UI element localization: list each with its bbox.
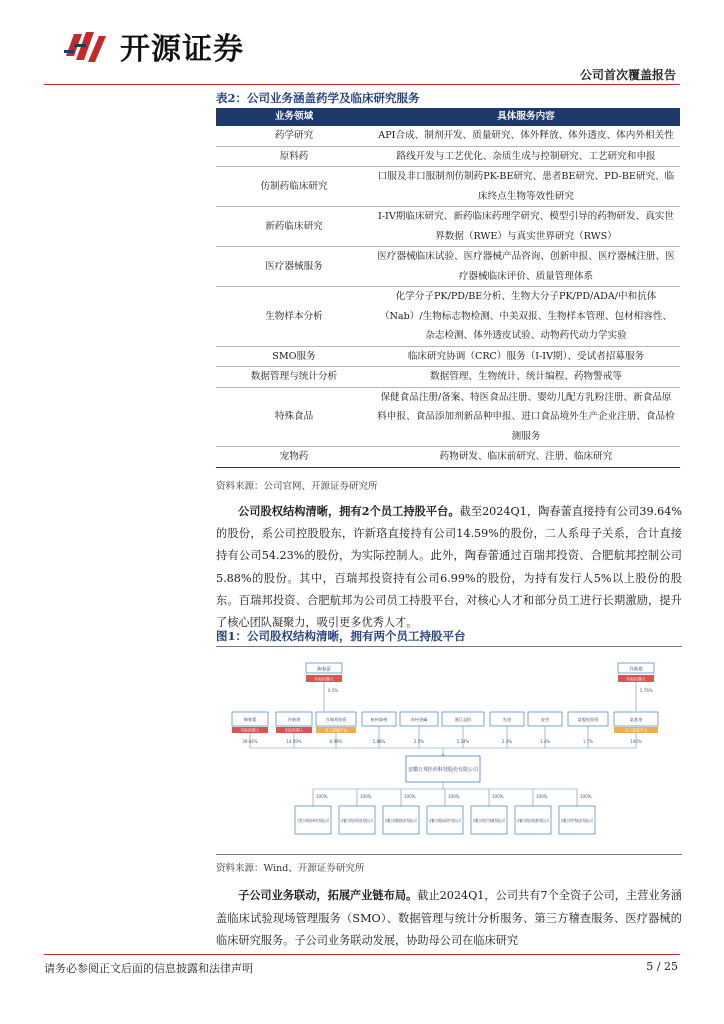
table-header-row — [216, 108, 680, 126]
shareholder-box: 某股权投资 — [577, 717, 599, 722]
row-field: SMO服务 — [216, 346, 372, 367]
figure-source: 资料来源：Wind、开源证券研究所 — [216, 863, 365, 874]
shareholder-pct: 39.64% — [242, 739, 258, 744]
subsidiary-pct: 100% — [536, 794, 548, 799]
shareholder-pct: 6.99% — [329, 739, 343, 744]
shareholder-pct: 1.7% — [582, 739, 594, 744]
shareholder-pct: 100% — [630, 739, 642, 744]
shareholder-box: 浙江益阶 — [454, 717, 472, 722]
row-content: 药物研发、临床前研究、注册、临床研究 — [372, 447, 680, 468]
row-content: I-IV期临床研究、新药临床药理学研究、模型引导的药物研发、真实世界数据（RWE）与真实世界研究（RWS） — [372, 207, 680, 247]
table-row — [216, 167, 680, 207]
row-content: 数据管理、生物统计、统计编程、药物警戒等 — [372, 367, 680, 388]
subsidiary-pct: 100% — [448, 794, 460, 799]
shareholder-pct: 5.88% — [372, 739, 386, 744]
service-table-wrap — [216, 108, 680, 468]
column-header-field: 业务领域 — [216, 108, 372, 126]
row-field: 宠物药 — [216, 447, 372, 468]
subsidiary-box: 安徽万邦数据技术有限公司 — [385, 818, 418, 823]
subsidiary-pct: 100% — [404, 794, 416, 799]
row-content: 医疗器械临床试验、医疗器械产品咨询、创新申报、医疗器械注册、医疗器械临床评价、质量管理体系 — [372, 247, 680, 287]
shareholder-box: 许新珞 — [287, 717, 301, 722]
brand-logo — [62, 26, 244, 66]
paragraph-subsidiaries — [216, 884, 682, 953]
shareholder-pct: 2.5% — [413, 739, 425, 744]
figure-title: 图1：公司股权结构清晰，拥有两个员工持股平台 — [216, 629, 466, 643]
footer-rule — [44, 954, 680, 955]
shareholder-box: 陶春蕾 — [243, 717, 257, 722]
row-field: 生物样本分析 — [216, 287, 372, 347]
column-header-content: 具体服务内容 — [372, 108, 680, 126]
subsidiary-pct: 100% — [360, 794, 372, 799]
subsidiary-box: 安徽万邦临床研究有限公司 — [429, 818, 462, 823]
shareholder-pct: 2.4% — [501, 739, 513, 744]
top-holder-right — [618, 663, 654, 682]
table-source: 资料来源：公司官网、开源证券研究所 — [216, 481, 378, 492]
shareholder-pct: 5.24% — [456, 739, 470, 744]
subsidiary-pct: 100% — [316, 794, 328, 799]
company-name: 安徽万邦医药科技股份有限公司 — [407, 767, 479, 773]
table-row — [216, 207, 680, 247]
row-content: 口服及非口服制剂仿制药PK-BE研究、患者BE研究、PD-BE研究、临床终点生物等效性研究 — [372, 167, 680, 207]
footer-disclaimer: 请务必参阅正文后面的信息披露和法律声明 — [44, 962, 253, 975]
top-holder-tag: 实际控制人 — [314, 676, 334, 682]
shareholder-tag: 实际控制人 — [284, 727, 304, 733]
row-field: 数据管理与统计分析 — [216, 367, 372, 388]
row-field: 特殊食品 — [216, 387, 372, 447]
shareholder-tag: 实际控制人 — [240, 727, 260, 733]
paragraph-equity — [216, 500, 682, 634]
figure-top-rule — [216, 646, 682, 647]
shareholder-box: 杭州泰格 — [370, 717, 388, 722]
brand-name: 开源证券 — [120, 32, 244, 67]
row-field: 新药临床研究 — [216, 207, 372, 247]
paragraph-lead: 子公司业务联动，拓展产业链布局。 — [238, 888, 418, 902]
top-holder-name: 陶春蕾 — [317, 667, 331, 673]
top-holder-left — [306, 663, 342, 682]
subsidiary-box: 合肥万邦临床研究有限公司 — [297, 818, 330, 823]
subsidiary-box: 安徽万邦医药检测有限公司 — [517, 818, 550, 823]
paragraph-lead: 公司股权结构清晰，拥有2个员工持股平台。 — [238, 504, 460, 518]
company-box — [406, 756, 480, 782]
top-holder-name: 许新珞 — [629, 667, 643, 673]
shareholder-tag: 员工持股平台 — [624, 727, 648, 733]
row-content: 临床研究协调（CRC）服务（I-IV期）、受试者招募服务 — [372, 346, 680, 367]
equity-structure-diagram — [216, 656, 682, 852]
row-field: 仿制药临床研究 — [216, 167, 372, 207]
top-pct-left: 0.5% — [328, 688, 339, 693]
paragraph-body: 截止2024Q1，公司共有7个全资子公司，主营业务涵盖临床试验现场管理服务（SMO）、数据管理与统计分析服务、第三方稽查服务、医疗器械的临床研究服务。子公司业务联动发展，协助母公司在临床研究 — [216, 889, 682, 947]
row-content: 保健食品注册/备案、特医食品注册、婴幼儿配方乳粉注册、新食品原料申报、食品添加剂新品种申报、进口食品境外生产企业注册、食品检测服务 — [372, 387, 680, 447]
row-content: 化学分子PK/PD/BE分析、生物大分子PK/PD/ADA/中和抗体（Nab）/生物标志物检测、中美双报、生物样本管理、包材相容性、杂志检测、体外透皮试验、动物药代动力学实验 — [372, 287, 680, 347]
shareholder-box: 先进 — [502, 717, 512, 722]
page-number: 5 / 25 — [646, 960, 678, 973]
table-row — [216, 367, 680, 388]
subsidiary-pct: 100% — [492, 794, 504, 799]
shareholder-box: 苏州金阖 — [410, 717, 428, 722]
service-table — [216, 108, 680, 468]
header-rule — [44, 84, 680, 85]
row-content: API合成、制剂开发、质量研究、体外释放、体外透皮、体内外相关性 — [372, 126, 680, 146]
subsidiary-pct: 100% — [580, 794, 592, 799]
table-row — [216, 126, 680, 146]
table-row — [216, 387, 680, 447]
figure-bottom-rule — [216, 854, 682, 855]
shareholder-box: 安会 — [540, 717, 550, 722]
row-field: 原料药 — [216, 146, 372, 167]
shareholder-pct: 1.4% — [539, 739, 551, 744]
row-content: 路线开发与工艺优化、杂质生成与控制研究、工艺研究和申报 — [372, 146, 680, 167]
table-title: 表2：公司业务涵盖药学及临床研究服务 — [216, 91, 420, 105]
row-field: 医疗器械服务 — [216, 247, 372, 287]
table-row — [216, 447, 680, 468]
shareholder-tag: 员工持股平台 — [324, 727, 348, 733]
subsidiary-box: 安徽万邦医疗器械有限公司 — [473, 818, 506, 823]
row-field: 药学研究 — [216, 126, 372, 146]
logo-mark-icon — [62, 26, 114, 66]
table-row — [216, 287, 680, 347]
table-row — [216, 146, 680, 167]
paragraph-body: 截至2024Q1，陶春蕾直接持有公司39.64%的股份，系公司控股股东，许新珞直接持有公司14.59%的股份，二人系母子关系，合计直接持有公司54.23%的股份，为实际控制人。此外，陶春蕾通过百瑞邦投资、合肥航邦控制公司5.88%的股份。其中，百瑞邦投资持有公司6.99%的股份，为持有发行人5%以上股份的股东。百瑞邦投资、合肥航邦为公司员工持股平台，对核心人才和部分员工进行长期激励，提升了核心团队凝聚力，吸引更多优秀人才。 — [216, 505, 683, 630]
top-holder-tag: 实际控制人 — [626, 676, 646, 682]
table-row — [216, 346, 680, 367]
shareholder-box: 某基金 — [629, 717, 643, 722]
shareholder-box: 百瑞邦投资 — [325, 717, 347, 722]
report-type: 公司首次覆盖报告 — [579, 68, 676, 82]
shareholder-row — [232, 712, 658, 726]
top-pct-right: 5.76% — [640, 688, 653, 693]
subsidiary-box: 安徽万邦医药科技有限公司 — [341, 818, 374, 823]
shareholder-pct: 14.59% — [286, 739, 302, 744]
subsidiary-box: 安徽万邦生物技术有限公司 — [561, 818, 594, 823]
subsidiary-row — [295, 806, 595, 834]
table-row — [216, 247, 680, 287]
